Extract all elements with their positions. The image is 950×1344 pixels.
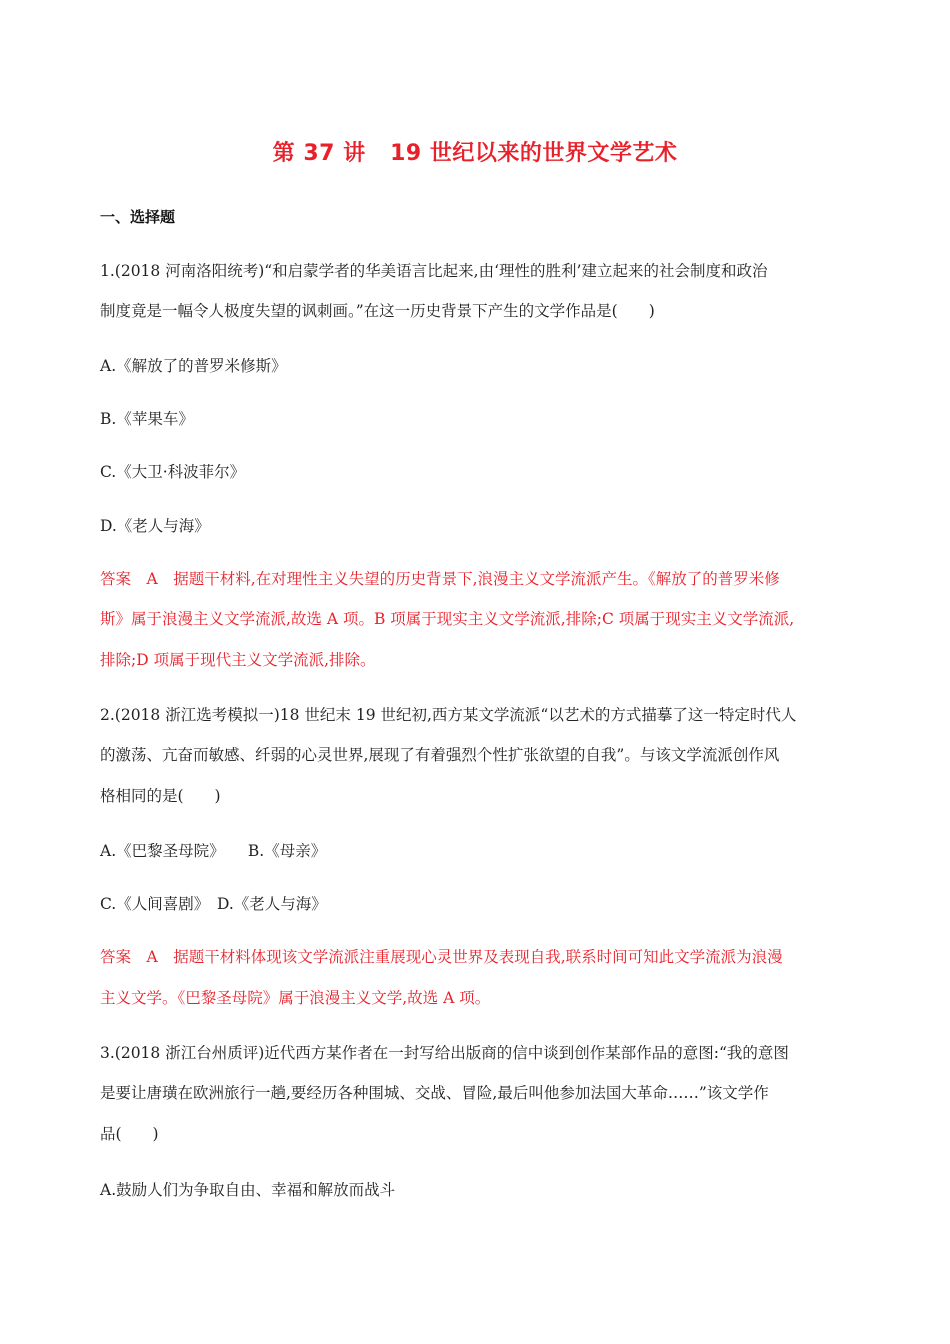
question-1-option-b: B.《苹果车》 — [100, 410, 194, 428]
question-2-stem-line-1: 2.(2018 浙江选考模拟一)18 世纪末 19 世纪初,西方某文学流派“以艺术的方式描摹了这一特定时代人 — [100, 706, 797, 724]
question-1-answer-line-3: 排除;D 项属于现代主义文学流派,排除。 — [100, 651, 376, 669]
question-2-stem-line-2: 的激荡、亢奋而敏感、纤弱的心灵世界,展现了有着强烈个性扩张欲望的自我”。与该文学流派创作风 — [100, 746, 780, 764]
question-2-stem-line-3: 格相同的是( ) — [100, 787, 221, 805]
question-1-option-a: A.《解放了的普罗米修斯》 — [100, 357, 287, 375]
question-1-option-c: C.《大卫·科波菲尔》 — [100, 463, 246, 481]
question-2-answer-line-2: 主义文学。《巴黎圣母院》属于浪漫主义文学,故选 A 项。 — [100, 989, 491, 1007]
question-1-stem-line-2: 制度竟是一幅令人极度失望的讽刺画。”在这一历史背景下产生的文学作品是( ) — [100, 302, 655, 320]
page-title: 第 37 讲 19 世纪以来的世界文学艺术 — [272, 141, 678, 166]
question-1-stem-line-1: 1.(2018 河南洛阳统考)“和启蒙学者的华美语言比起来,由‘理性的胜利’建立起来的社会制度和政治 — [100, 262, 768, 280]
question-1-option-d: D.《老人与海》 — [100, 517, 210, 535]
question-1-answer-line-2: 斯》属于浪漫主义文学流派,故选 A 项。B 项属于现实主义文学流派,排除;C 项属于现实主义文学流派, — [100, 610, 795, 628]
section-heading: 一、选择题 — [100, 208, 176, 226]
question-3-option-a: A.鼓励人们为争取自由、幸福和解放而战斗 — [100, 1181, 396, 1199]
question-2-option-row-1: A.《巴黎圣母院》 B.《母亲》 — [100, 842, 327, 860]
question-2-answer-line-1: 答案 A 据题干材料体现该文学流派注重展现心灵世界及表现自我,联系时间可知此文学流派为浪漫 — [100, 948, 783, 966]
question-3-stem-line-1: 3.(2018 浙江台州质评)近代西方某作者在一封写给出版商的信中谈到创作某部作品的意图:“我的意图 — [100, 1044, 789, 1062]
question-1-answer-line-1: 答案 A 据题干材料,在对理性主义失望的历史背景下,浪漫主义文学流派产生。《解放了的普罗米修 — [100, 570, 780, 588]
question-3-stem-line-3: 品( ) — [100, 1125, 159, 1143]
question-2-option-row-2: C.《人间喜剧》 D.《老人与海》 — [100, 895, 327, 913]
question-3-stem-line-2: 是要让唐璜在欧洲旅行一趟,要经历各种围城、交战、冒险,最后叫他参加法国大革命……”该文学作 — [100, 1084, 769, 1102]
